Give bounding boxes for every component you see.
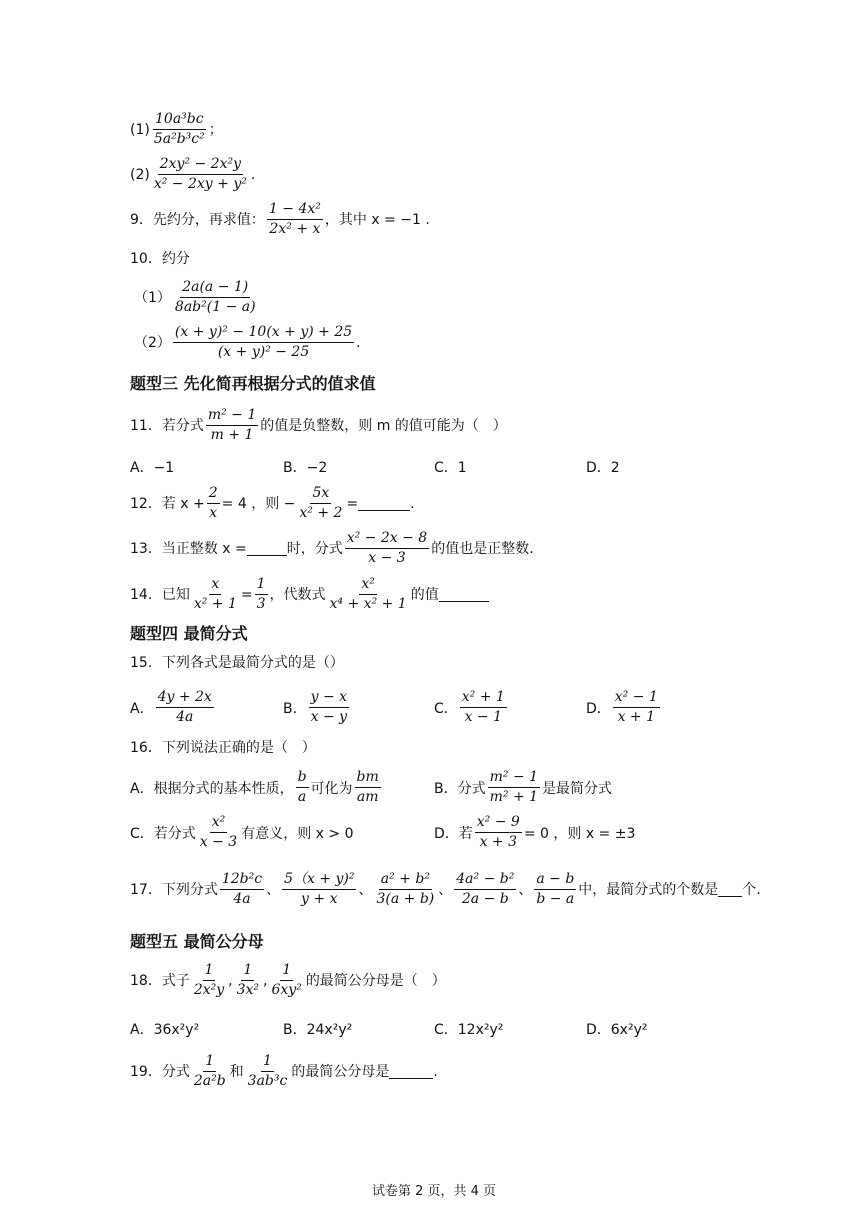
question-tail: 的最简公分母是（ ） (305, 972, 446, 989)
option-c (434, 690, 509, 725)
question-middle: = 4 ，则 − (221, 495, 296, 512)
question-tail: 的值也是正整数. (431, 540, 534, 557)
question-16 (130, 741, 316, 755)
separator: 、 (438, 881, 453, 898)
numerator: a² + b² (379, 872, 432, 890)
question-label: 17．下列分式 (130, 881, 218, 898)
fraction (152, 112, 207, 147)
fraction (152, 157, 249, 192)
denominator: 3ab³c (247, 1073, 288, 1089)
denominator: x (209, 505, 218, 521)
numerator: x² − 1 (613, 690, 660, 708)
denominator: b − a (536, 891, 575, 907)
option-letter: A． (130, 700, 154, 717)
equals-sign: = (346, 495, 359, 512)
denominator: 4a (176, 709, 194, 725)
fraction (192, 963, 226, 998)
fraction (297, 486, 344, 521)
punctuation: . (356, 334, 361, 351)
fraction (309, 690, 349, 725)
separator: 、 (266, 881, 281, 898)
answer-blank[interactable] (247, 541, 287, 556)
question-12 (130, 486, 415, 521)
option-d: D．2 (586, 460, 620, 476)
numerator: bm (355, 770, 381, 788)
numerator: (x + y)² − 10(x + y) + 25 (173, 325, 354, 343)
denominator: 8ab²(1 − a) (174, 299, 256, 315)
numerator: 5x (310, 486, 331, 504)
numerator: 12b²c (220, 872, 264, 890)
option-text: 有意义，则 x > 0 (241, 825, 354, 842)
part-label: (2) (130, 166, 150, 183)
numerator: 1 (203, 1054, 216, 1072)
numerator: 1 (203, 963, 216, 981)
numerator: x (209, 577, 221, 595)
denominator: am (356, 789, 379, 805)
fraction (206, 408, 258, 443)
question-tail: 的最简公分母是 (291, 1063, 390, 1080)
question-14 (130, 577, 489, 612)
separator: , (263, 972, 268, 989)
section-heading-3: 题型三 先化简再根据分式的值求值 (130, 374, 376, 393)
question-label: 19．分式 (130, 1063, 190, 1080)
denominator: x⁴ + x² + 1 (329, 596, 407, 612)
option-text: B．分式 (434, 780, 486, 797)
q8-part2 (130, 157, 255, 192)
numerator: m² − 1 (488, 770, 540, 788)
denominator: x − 1 (464, 709, 503, 725)
numerator: x² − 9 (475, 815, 522, 833)
option-letter: B． (283, 700, 307, 717)
option-a: A．−1 (130, 460, 175, 476)
denominator: x + 1 (617, 709, 656, 725)
q10-part2 (134, 325, 361, 360)
denominator: x − 3 (199, 834, 238, 850)
denominator: 4a (233, 891, 251, 907)
option-a (130, 690, 216, 725)
option-d: D．6x²y² (586, 1022, 648, 1038)
question-18 (130, 963, 446, 998)
question-label: 9．先约分，再求值： (130, 211, 265, 228)
denominator: 3(a + b) (376, 891, 435, 907)
fraction (460, 690, 507, 725)
option-a: A．36x²y² (130, 1022, 200, 1038)
question-label: 11．若分式 (130, 417, 204, 434)
answer-blank[interactable] (358, 496, 410, 511)
question-19 (130, 1054, 438, 1089)
numerator: 1 (255, 577, 268, 595)
option-text: C．若分式 (130, 825, 196, 842)
numerator: 1 (261, 1054, 274, 1072)
question-label: 13．当正整数 x = (130, 540, 247, 557)
question-label: 10．约分 (130, 251, 190, 267)
question-middle: 时，分式 (286, 540, 343, 557)
denominator: x² + 1 (193, 596, 237, 612)
q10-part1 (134, 280, 260, 315)
fraction (207, 486, 220, 521)
option-text: A．根据分式的基本性质， (130, 780, 294, 797)
option-letter: D． (586, 700, 611, 717)
option-d (586, 690, 662, 725)
question-15 (130, 656, 344, 670)
numerator: 10a³bc (153, 112, 206, 130)
part-label: （2） (134, 334, 171, 351)
fraction (255, 577, 268, 612)
fraction (173, 280, 258, 315)
question-13 (130, 531, 534, 566)
question-label: 18．式子 (130, 972, 190, 989)
fraction (192, 577, 239, 612)
option-b (434, 770, 612, 805)
numerator: 2a(a − 1) (180, 280, 250, 298)
answer-blank[interactable] (389, 1064, 433, 1079)
denominator: 3x² (236, 982, 260, 998)
punctuation: . (433, 1063, 438, 1080)
option-letter: C． (434, 700, 458, 717)
fraction (475, 815, 522, 850)
fraction (156, 690, 214, 725)
denominator: 6xy² (271, 982, 302, 998)
option-b: B．24x²y² (283, 1022, 353, 1038)
answer-blank[interactable] (439, 587, 489, 602)
fraction (220, 872, 264, 907)
numerator: m² − 1 (206, 408, 258, 426)
question-11 (130, 408, 507, 443)
question-label: 12．若 x + (130, 495, 205, 512)
denominator: m + 1 (210, 427, 254, 443)
question-middle: 和 (229, 1063, 244, 1080)
fraction (192, 1054, 228, 1089)
denominator: x² − 2xy + y² (153, 176, 247, 192)
section-heading-5: 题型五 最简公分母 (130, 932, 264, 951)
punctuation: . (250, 166, 256, 183)
option-d (434, 815, 635, 850)
fraction (173, 325, 354, 360)
option-b: B．−2 (283, 460, 328, 476)
numerator: 1 − 4x² (267, 202, 323, 220)
fraction (374, 872, 436, 907)
separator: 、 (358, 881, 373, 898)
option-text: D．若 (434, 825, 473, 842)
question-end: 个. (742, 881, 761, 898)
fraction (246, 1054, 290, 1089)
denominator: y + x (301, 891, 338, 907)
part-label: (1) (130, 121, 150, 138)
denominator: 2x² + x (269, 221, 321, 237)
question-label: 14．已知 (130, 586, 190, 603)
denominator: 3 (256, 596, 266, 612)
option-text: = 0 ，则 x = ±3 (523, 825, 636, 842)
denominator: a (297, 789, 307, 805)
numerator: 5（x + y)² (282, 872, 356, 890)
numerator: 2 (207, 486, 220, 504)
part-label: （1） (134, 289, 171, 306)
answer-blank[interactable] (718, 882, 742, 897)
denominator: 2a²b (193, 1073, 226, 1089)
punctuation: . (410, 495, 415, 512)
separator: , (228, 972, 233, 989)
question-label: 15．下列各式是最简分式的是（） (130, 655, 344, 671)
fraction (345, 531, 429, 566)
fraction (267, 202, 323, 237)
question-10 (130, 252, 190, 266)
numerator: 1 (241, 963, 254, 981)
numerator: x² (359, 577, 377, 595)
numerator: 4y + 2x (156, 690, 214, 708)
question-middle: ，代数式 (269, 586, 326, 603)
fraction (488, 770, 540, 805)
question-tail: 中，最简分式的个数是 (578, 881, 719, 898)
fraction (282, 872, 356, 907)
equals-sign: = (240, 586, 253, 603)
question-label: 16．下列说法正确的是（ ） (130, 740, 316, 756)
option-text: 可化为 (310, 780, 353, 797)
denominator: m² + 1 (489, 789, 539, 805)
denominator: 2a − b (461, 891, 509, 907)
fraction (235, 963, 261, 998)
fraction (328, 577, 409, 612)
question-tail: ，其中 x = −1 . (324, 211, 430, 228)
page-footer: 试卷第 2 页，共 4 页 (371, 1184, 497, 1199)
fraction (454, 872, 516, 907)
separator: 、 (518, 881, 533, 898)
denominator: x² + 2 (299, 505, 343, 521)
numerator: x² − 2x − 8 (345, 531, 429, 549)
numerator: 1 (280, 963, 293, 981)
denominator: (x + y)² − 25 (217, 344, 310, 360)
question-9 (130, 202, 430, 237)
fraction (296, 770, 309, 805)
numerator: 4a² − b² (454, 872, 516, 890)
denominator: 2x²y (193, 982, 225, 998)
denominator: 5a²b³c² (153, 131, 205, 147)
denominator: x + 3 (479, 834, 518, 850)
option-a (130, 770, 383, 805)
option-c: C．1 (434, 460, 467, 476)
question-tail: 的值 (410, 586, 439, 603)
numerator: 2xy² − 2x²y (158, 157, 243, 175)
option-c: C．12x²y² (434, 1022, 504, 1038)
question-17 (130, 872, 761, 907)
q8-part1 (130, 112, 223, 147)
numerator: b (296, 770, 309, 788)
section-heading-4: 题型四 最简分式 (130, 624, 248, 643)
punctuation: ； (208, 121, 223, 138)
option-c (130, 815, 354, 850)
denominator: x − 3 (368, 550, 406, 566)
fraction (269, 963, 303, 998)
option-b (283, 690, 351, 725)
fraction (613, 690, 660, 725)
denominator: x − y (310, 709, 348, 725)
fraction (534, 872, 576, 907)
option-text: 是最简分式 (542, 780, 613, 797)
question-tail: 的值是负整数，则 m 的值可能为（ ） (260, 417, 507, 434)
numerator: x² (210, 815, 228, 833)
numerator: a − b (534, 872, 576, 890)
numerator: y − x (309, 690, 349, 708)
fraction (198, 815, 239, 850)
numerator: x² + 1 (460, 690, 507, 708)
fraction (355, 770, 381, 805)
